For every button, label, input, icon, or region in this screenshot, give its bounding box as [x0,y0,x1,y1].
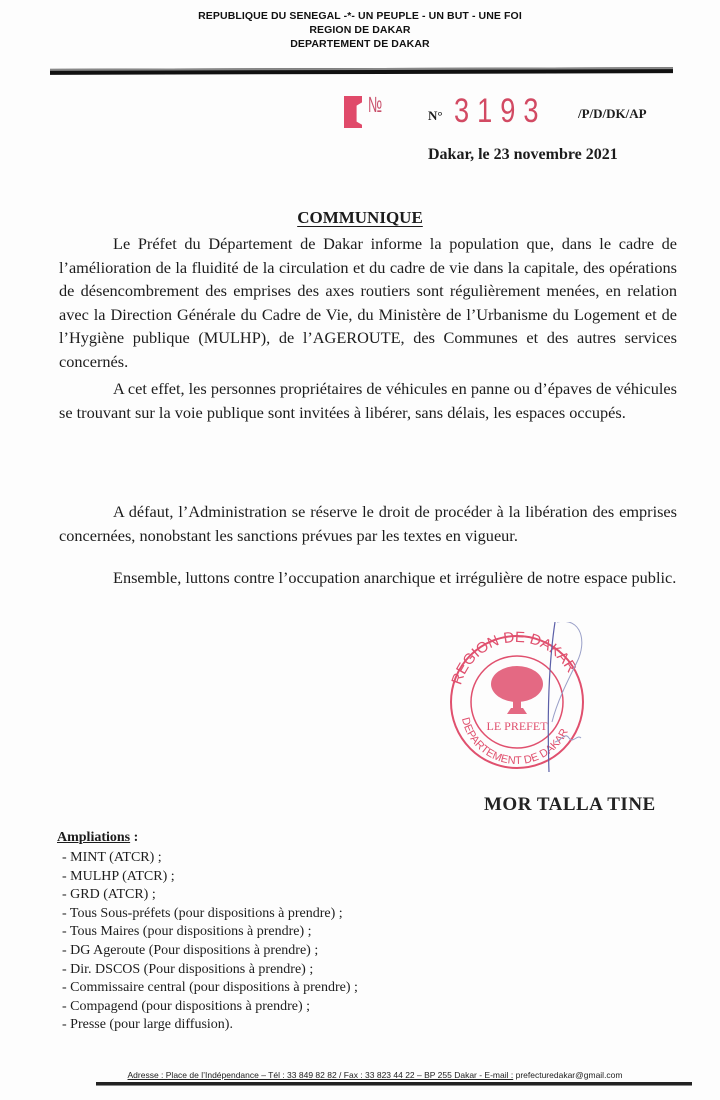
header-region: REGION DE DAKAR [309,24,411,36]
reference-number: 3193 [454,92,547,130]
paragraph-3-text: A défaut, l’Administration se réserve le droit de procéder à la libération des emprises concernées, nonobstant les sanctions prévues par les textes en vigueur. [59,502,677,545]
stamp-mark-icon [344,96,362,128]
list-item: - MULHP (ATCR) ; [62,868,175,884]
list-item: - Tous Sous-préfets (pour dispositions à prendre) ; [62,905,343,921]
header-department: DEPARTEMENT DE DAKAR [290,38,430,50]
numero-symbol: № [368,92,383,117]
list-item: - Tous Maires (pour dispositions à prendre) ; [62,924,312,940]
list-item: - Commissaire central (pour dispositions à prendre) ; [62,980,358,996]
paragraph-4-text: Ensemble, luttons contre l’occupation anarchique et irrégulière de notre espace public. [113,568,677,587]
number-label: N° [428,108,443,123]
header-republic: REPUBLIQUE DU SENEGAL -*- UN PEUPLE - UN BUT - UNE FOI [198,10,522,22]
official-seal-icon [437,622,597,772]
ampliations-heading [57,830,138,846]
list-item: - MINT (ATCR) ; [62,850,162,865]
svg-text:DEPARTEMENT DE DAKAR: DEPARTEMENT DE DAKAR [458,716,571,768]
paragraph-1 [59,232,677,373]
list-item: - GRD (ATCR) ; [62,887,156,903]
paragraph-4 [59,566,677,590]
ampliations-title-text: Ampliations [57,830,131,845]
svg-text:REGION DE DAKAR: REGION DE DAKAR [448,628,580,687]
document-date: Dakar, le 23 novembre 2021 [428,146,618,163]
footer-address: Adresse : Place de l’Indépendance – Tél : 33 849 82 82 / Fax : 33 823 44 22 – BP 255 Dakar - E-mail : [127,1070,514,1080]
list-item: - Presse (pour large diffusion). [62,1017,233,1033]
document-title: COMMUNIQUE [297,208,423,227]
footer-contact [60,1070,690,1080]
footer-email: prefecturedakar@gmail.com [513,1070,623,1080]
list-item: - Dir. DSCOS (Pour dispositions à prendre) ; [62,961,314,977]
list-item: - DG Ageroute (Pour dispositions à prendre) ; [62,942,319,958]
footer-divider [96,1082,692,1086]
signatory-name: MOR TALLA TINE [484,794,656,815]
paragraph-2-text: A cet effet, les personnes propriétaires de véhicules en panne ou d’épaves de véhicules se trouvant sur la voie publique sont invitées à libérer, sans délais, les espaces occupés. [59,379,677,422]
ampliations-list [62,849,358,1035]
paragraph-3 [59,500,677,547]
svg-text:LE PREFET: LE PREFET [486,719,548,733]
list-item: - Compagend (pour dispositions à prendre) ; [62,998,311,1014]
paragraph-2 [59,377,677,424]
paragraph-1-text: Le Préfet du Département de Dakar informe la population que, dans le cadre de l’amélioration de la fluidité de la circulation et du cadre de vie dans la capitale, des opérations de désencombrement des emprises des axes routiers sont régulièrement menées, en relation avec la Direction Générale du Cadre de Vie, du Ministère de l’Urbanisme du Logement et de l’Hygiène publique (MULHP), de l’AGEROUTE, des Communes et des autres services concernés. [59,234,677,371]
ampliations-title-colon: : [130,830,139,845]
header-divider [50,67,673,75]
reference-suffix: /P/D/DK/AP [578,106,647,121]
